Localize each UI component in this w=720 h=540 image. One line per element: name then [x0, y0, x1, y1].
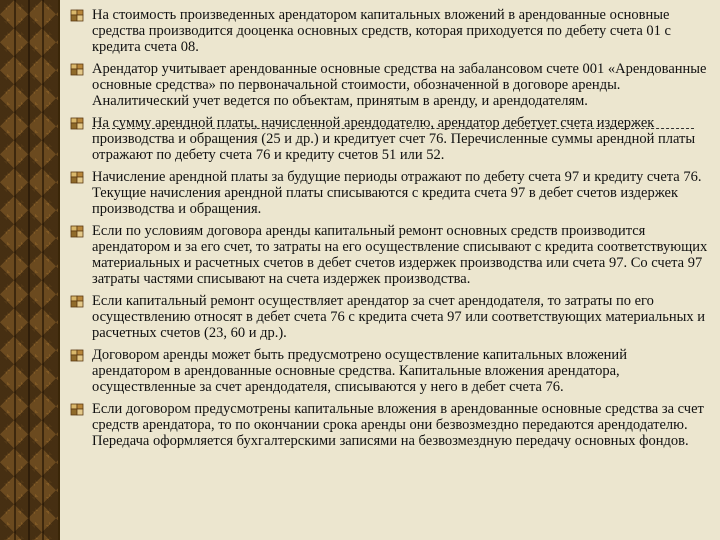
bullet-list: [68, 7, 708, 449]
paragraph-text: На стоимость произведенных арендатором капитальных вложений в арендованные основные средства производится дооценка основных средств, которая приходуется по дебету счета 01 с кредита счета 08.: [92, 7, 671, 55]
tiled-square-bullet-icon: [70, 403, 84, 416]
tiled-square-bullet-icon: [70, 63, 84, 76]
paragraph-text: Арендатор учитывает арендованные основные средства на забалансовом счете 001 «Арендованные основные средства» по первоначальной стоимости, обозначенной в договоре аренды. Аналитический учет ведется по объектам, принятым в аренду, и арендодателям.: [92, 61, 707, 109]
list-item: [68, 115, 708, 163]
tiled-square-bullet-icon: [70, 9, 84, 22]
list-item: [68, 223, 708, 287]
paragraph-text: Если договором предусмотрены капитальные вложения в арендованные основные средства за счет средств арендатора, то по окончании срока аренды они безвозмездно передаются арендодателю. Передача оформляется бухгалтерскими записями на безвозмездную передачу основных фондов.: [92, 401, 704, 449]
list-item: [68, 169, 708, 217]
decorative-sidebar: [0, 0, 60, 540]
list-item: [68, 401, 708, 449]
paragraph-text: Договором аренды может быть предусмотрено осуществление капитальных вложений арендатором в арендованные основные средства. Капитальные вложения арендатора, осуществленные за счет арендодателя, списываются у него в дебет счета 76.: [92, 347, 627, 395]
tiled-square-bullet-icon: [70, 295, 84, 308]
slide-content: [68, 7, 708, 455]
list-item: [68, 293, 708, 341]
list-item: [68, 347, 708, 395]
list-item: [68, 61, 708, 109]
list-item: [68, 7, 708, 55]
tiled-square-bullet-icon: [70, 117, 84, 130]
tiled-square-bullet-icon: [70, 171, 84, 184]
paragraph-text: Если капитальный ремонт осуществляет арендатор за счет арендодателя, то затраты по его осуществлению относят в дебет счета 76 с кредита счета 97 или соответствующих материальных и расчетных счетов (23, 60 и др.).: [92, 293, 705, 341]
tiled-square-bullet-icon: [70, 349, 84, 362]
tiled-square-bullet-icon: [70, 225, 84, 238]
paragraph-text: Если по условиям договора аренды капитальный ремонт основных средств производится арендатором и за его счет, то затраты на его осуществление списывают с кредита соответствующих материальных и расчетных счетов в дебет счетов издержек производства или счета 97. Со счета 97 затраты частями списывают на счета издержек производства.: [92, 223, 708, 287]
paragraph-text: На сумму арендной платы, начисленной арендодателю, арендатор дебетует счета издержек производства и обращения (25 и др.) и кредитует счет 76. Перечисленные суммы арендной платы отражают по дебету счета 76 и кредиту счетов 51 или 52.: [92, 115, 696, 163]
paragraph-text: Начисление арендной платы за будущие периоды отражают по дебету счета 97 и кредиту счета 76. Текущие начисления арендной платы списываются с кредита счета 97 в дебет счетов издержек производства и обращения.: [92, 169, 702, 217]
